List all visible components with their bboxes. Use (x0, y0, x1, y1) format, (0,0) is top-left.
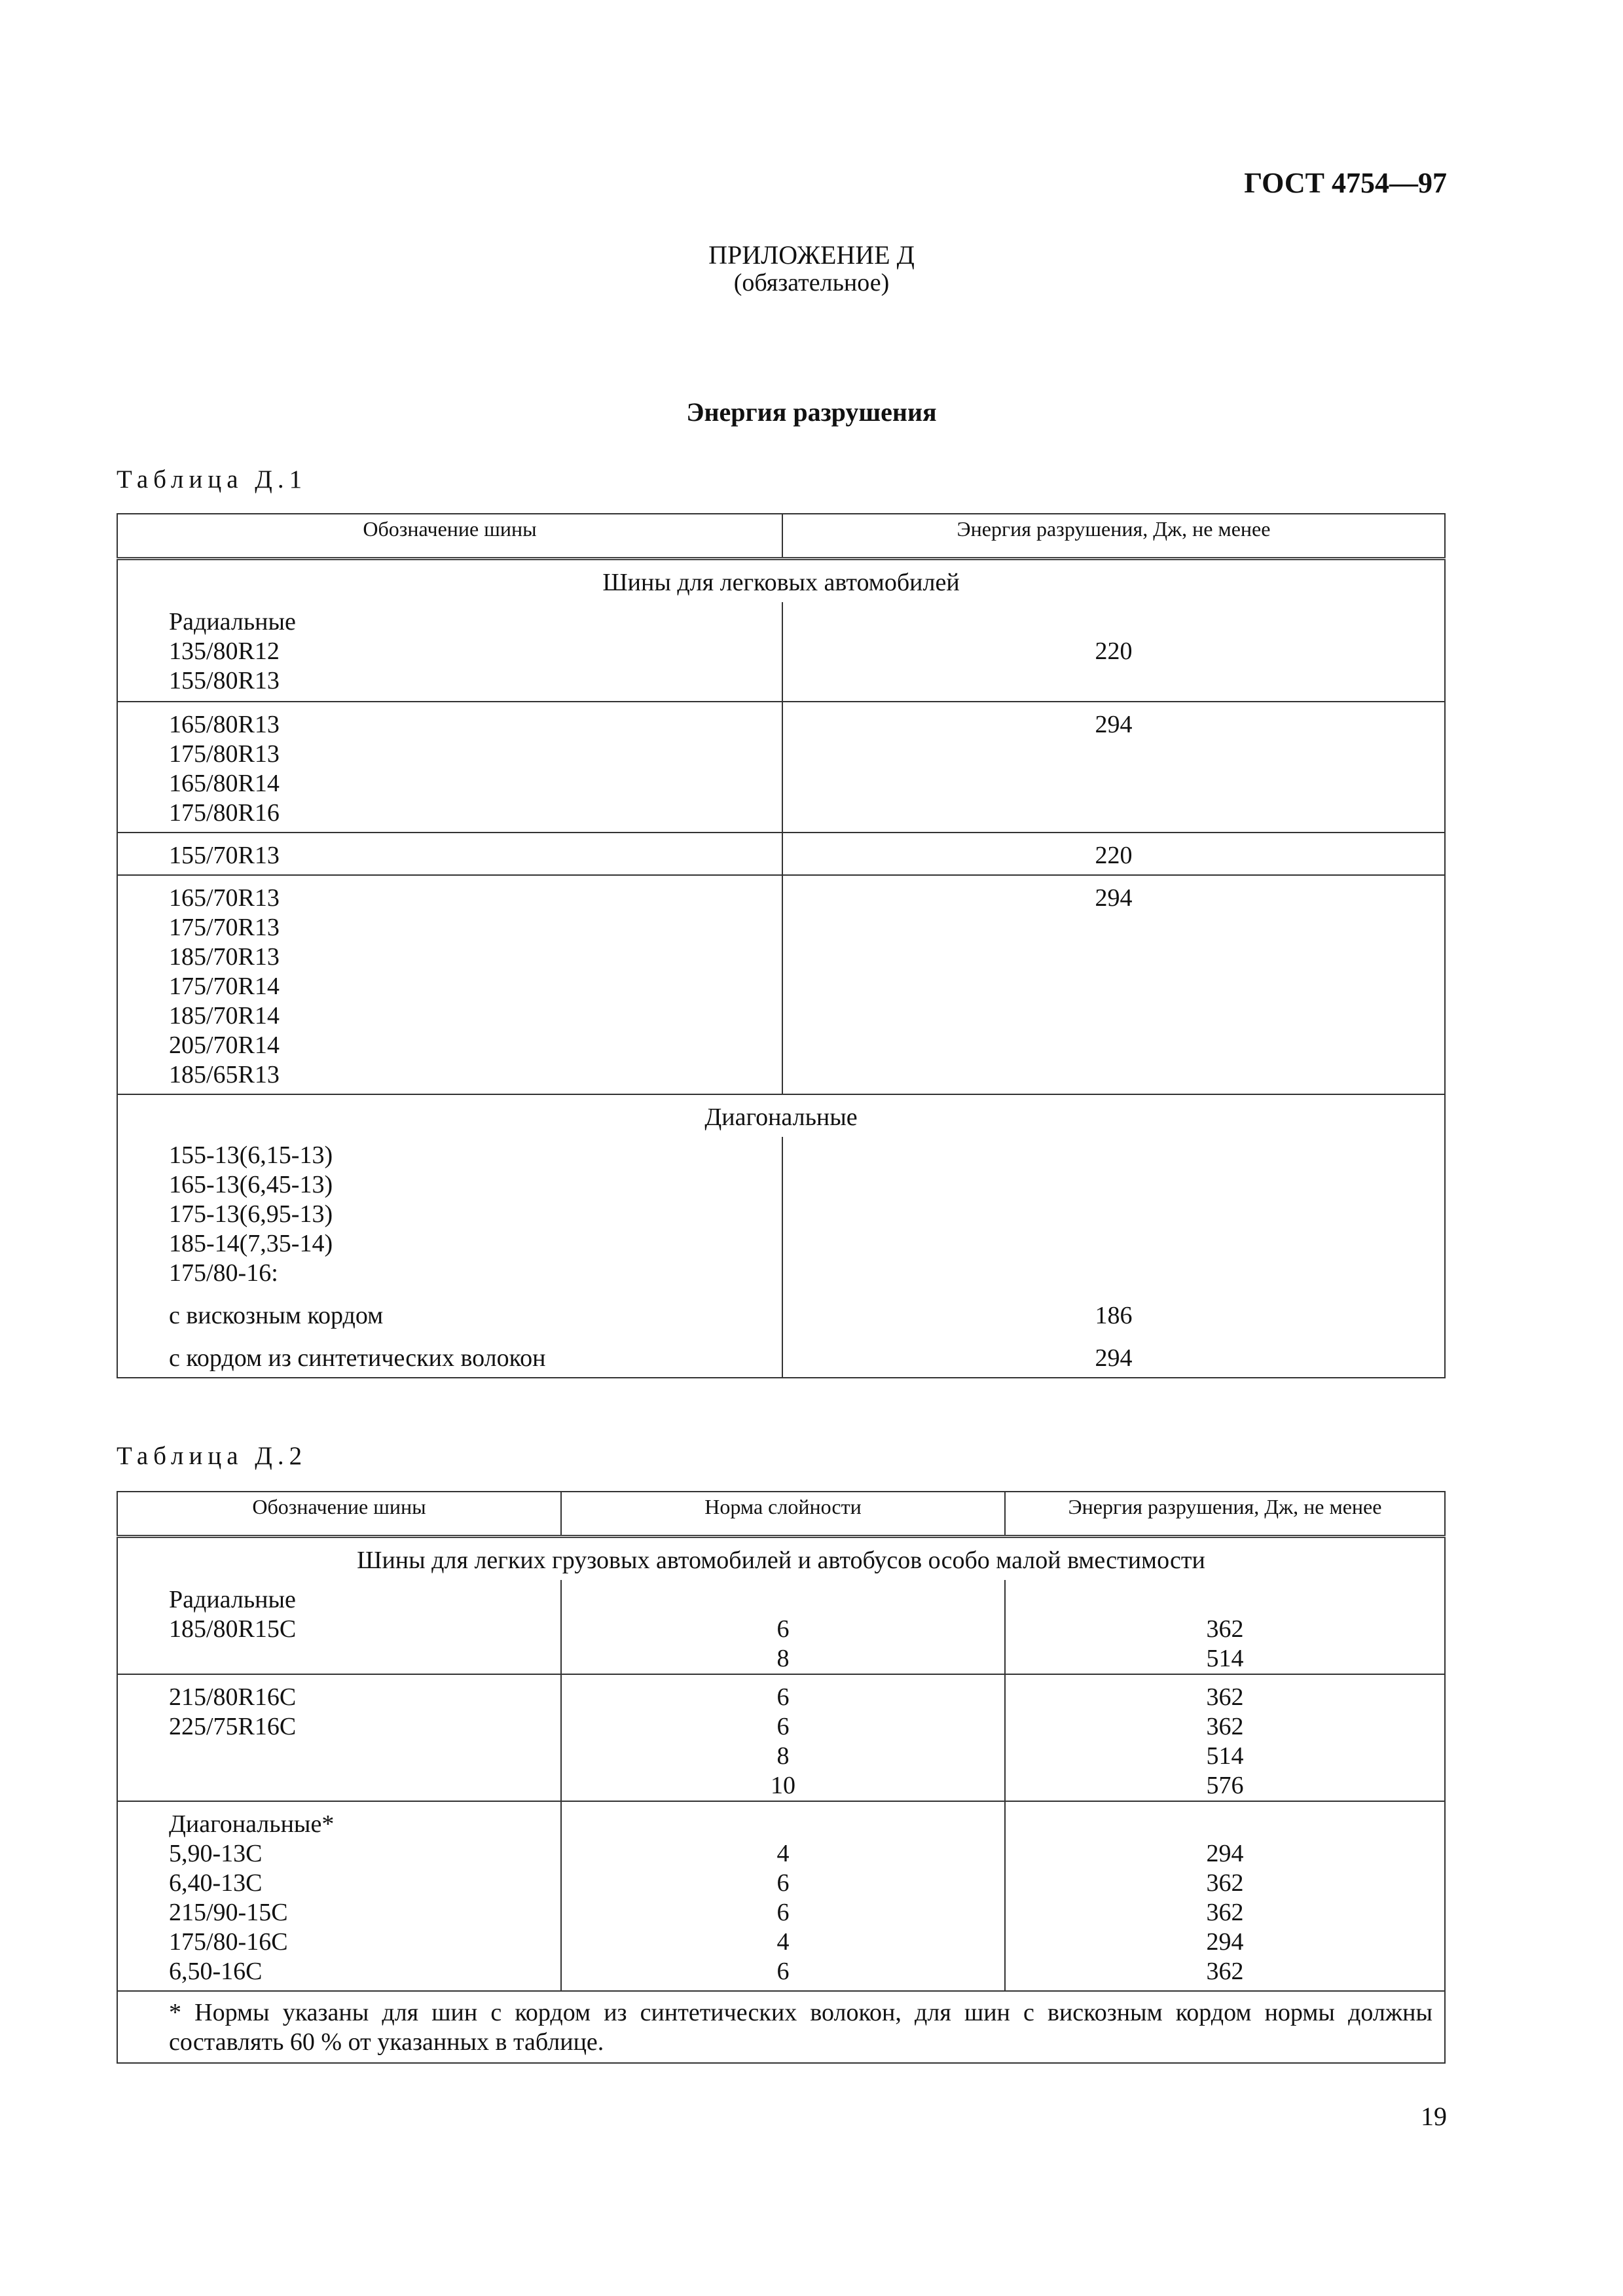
energy-value: 362 (1206, 1713, 1244, 1740)
radial-label: Радиальные (169, 1586, 296, 1613)
table-d2 (117, 1491, 1446, 2064)
table-d1-group-passenger: Шины для легковых автомобилей (602, 569, 960, 596)
table-row (117, 1580, 1445, 1674)
tire-size: 185/80R15C (169, 1615, 297, 1643)
tire-size: 6,40-13C (169, 1869, 263, 1897)
tire-size: 225/75R16C (169, 1713, 297, 1740)
tire-size: 6,50-16C (169, 1958, 263, 1985)
energy-value: 186 (1095, 1302, 1133, 1329)
ply-rating: 4 (776, 1840, 790, 1867)
table-d1-header-energy: Энергия разрушения, Дж, не менее (782, 514, 1445, 559)
tire-size: 175/80-16C (169, 1928, 288, 1956)
tire-size: 175/80-16: (169, 1259, 278, 1287)
tire-size: 175/80R16 (169, 799, 280, 827)
table-d2-header-tire: Обозначение шины (117, 1492, 561, 1537)
table-row (117, 702, 1445, 833)
tire-size: 175/70R14 (169, 973, 280, 1000)
energy-value: 514 (1206, 1742, 1244, 1770)
synthetic-label: с кордом из синтетических волокон (117, 1338, 782, 1378)
tire-size: 175-13(6,95-13) (169, 1200, 333, 1228)
table-d2-header-energy: Энергия разрушения, Дж, не менее (1005, 1492, 1445, 1537)
tire-size: 135/80R12 (169, 637, 280, 665)
energy-value: 294 (1206, 1840, 1244, 1867)
table-d1 (117, 513, 1446, 1378)
tire-size: 155/80R13 (169, 667, 280, 694)
tire-size: 165/70R13 (169, 884, 280, 912)
energy-value: 220 (782, 833, 1445, 875)
table-row (117, 1801, 1445, 1991)
ply-rating: 6 (776, 1713, 790, 1740)
tire-size: 165/80R13 (169, 711, 280, 738)
diagonal-label: Диагональные* (169, 1810, 335, 1838)
ply-rating: 6 (776, 1958, 790, 1985)
table-row (117, 1296, 1445, 1338)
energy-value: 362 (1206, 1958, 1244, 1985)
table-row (117, 1137, 1445, 1296)
energy-value: 294 (782, 702, 1445, 833)
table-row (117, 1338, 1445, 1378)
section-title: Энергия разрушения (686, 397, 937, 427)
page-number: 19 (1421, 2102, 1447, 2131)
tire-size: 165-13(6,45-13) (169, 1171, 333, 1198)
table-d2-header-row (117, 1492, 1445, 1537)
radial-label: Радиальные (169, 608, 296, 636)
viscose-label: с вискозным кордом (117, 1296, 782, 1338)
tire-size: 155/70R13 (117, 833, 782, 875)
energy-value: 362 (1206, 1683, 1244, 1711)
tire-size: 175/70R13 (169, 914, 280, 941)
energy-value: 362 (1206, 1615, 1244, 1643)
table-d1-header-row (117, 514, 1445, 559)
tire-size: 185-14(7,35-14) (169, 1230, 333, 1257)
energy-value: 294 (1206, 1928, 1244, 1956)
ply-rating: 6 (776, 1869, 790, 1897)
ply-rating: 8 (776, 1742, 790, 1770)
tire-size: 155-13(6,15-13) (169, 1141, 333, 1169)
tire-size: 165/80R14 (169, 770, 280, 797)
energy-value: 220 (1095, 637, 1133, 665)
table-d1-header-tire: Обозначение шины (117, 514, 782, 559)
table-row (117, 833, 1445, 875)
tire-size: 205/70R14 (169, 1031, 280, 1059)
tire-size: 215/80R16C (169, 1683, 297, 1711)
table-row (117, 875, 1445, 1094)
energy-value: 576 (1206, 1772, 1244, 1799)
tire-size: 5,90-13C (169, 1840, 263, 1867)
table-row (117, 1674, 1445, 1801)
table-d2-footnote: * Нормы указаны для шин с кордом из синтетических волокон, для шин с вискозным кордом нормы должны составлять 60 % от указанных в таблице. (117, 1991, 1445, 2063)
table1-caption: Таблица Д.1 (117, 465, 308, 493)
ply-rating: 10 (771, 1772, 795, 1799)
table-d2-header-plies: Норма слойности (561, 1492, 1005, 1537)
table-d1-group-diagonal: Диагональные (117, 1094, 1445, 1137)
tire-size: 185/70R14 (169, 1002, 280, 1030)
appendix-title: ПРИЛОЖЕНИЕ Д (708, 240, 915, 270)
ply-rating: 6 (776, 1615, 790, 1643)
tire-size: 175/80R13 (169, 740, 280, 768)
ply-rating: 6 (776, 1683, 790, 1711)
table-row (117, 602, 1445, 702)
standard-number: ГОСТ 4754—97 (1244, 167, 1447, 199)
energy-value: 294 (782, 875, 1445, 1094)
energy-value: 294 (1095, 1344, 1133, 1372)
tire-size: 185/70R13 (169, 943, 280, 971)
ply-rating: 4 (776, 1928, 790, 1956)
appendix-subtitle: (обязательное) (733, 269, 890, 296)
table2-caption: Таблица Д.2 (117, 1442, 308, 1470)
ply-rating: 8 (776, 1645, 790, 1672)
table-d2-group-light: Шины для легких грузовых автомобилей и автобусов особо малой вместимости (357, 1547, 1205, 1574)
energy-value: 362 (1206, 1869, 1244, 1897)
tire-size: 185/65R13 (169, 1061, 280, 1088)
energy-value: 514 (1206, 1645, 1244, 1672)
energy-value: 362 (1206, 1899, 1244, 1926)
ply-rating: 6 (776, 1899, 790, 1926)
tire-size: 215/90-15C (169, 1899, 288, 1926)
